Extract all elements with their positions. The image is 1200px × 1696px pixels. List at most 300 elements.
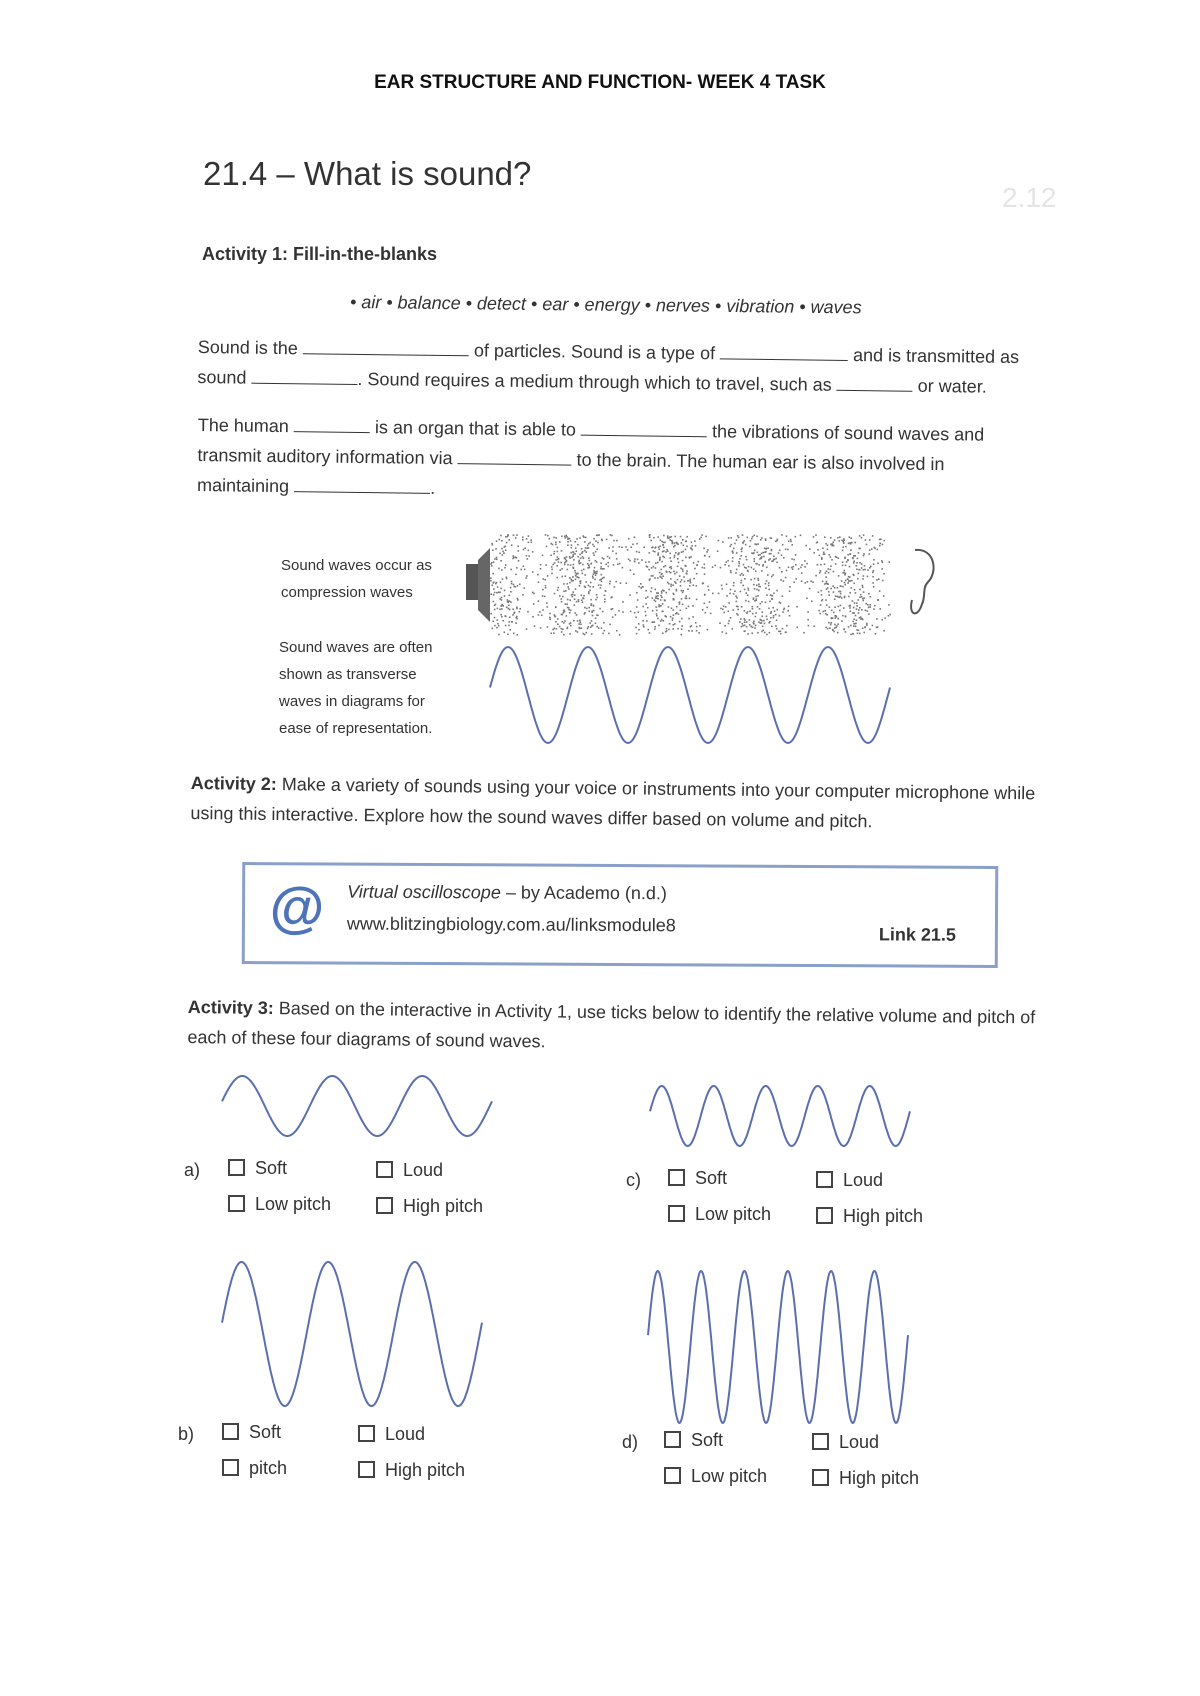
ghost-text: 2.12 bbox=[1002, 182, 1057, 213]
particle-dot bbox=[615, 553, 617, 555]
particle-dot bbox=[655, 567, 657, 569]
particle-dot bbox=[782, 544, 784, 546]
particle-dot bbox=[579, 621, 581, 623]
particle-dot bbox=[758, 554, 760, 556]
particle-dot bbox=[588, 591, 590, 593]
particle-dot bbox=[595, 574, 597, 576]
particle-dot bbox=[864, 569, 866, 571]
particle-dot bbox=[573, 552, 575, 554]
particle-dot bbox=[538, 600, 540, 602]
option-high-pitch-a[interactable] bbox=[376, 1196, 483, 1217]
particle-dot bbox=[588, 557, 590, 559]
particle-dot bbox=[559, 595, 561, 597]
particle-dot bbox=[575, 588, 577, 590]
particle-dot bbox=[671, 607, 673, 609]
particle-dot bbox=[862, 587, 864, 589]
particle-dot bbox=[843, 538, 845, 540]
particle-dot bbox=[801, 564, 803, 566]
checkbox[interactable] bbox=[222, 1459, 239, 1476]
link-number: Link 21.5 bbox=[878, 924, 957, 945]
particle-dot bbox=[702, 583, 704, 585]
particle-dot bbox=[856, 565, 858, 567]
link-url[interactable]: www.blitzingbiology.com.au/linksmodule8 bbox=[346, 913, 676, 936]
checkbox[interactable] bbox=[222, 1423, 239, 1440]
particle-dot bbox=[643, 626, 645, 628]
particle-dot bbox=[505, 616, 507, 618]
particle-dot bbox=[838, 606, 840, 608]
particle-dot bbox=[656, 610, 658, 612]
particle-dot bbox=[707, 549, 709, 551]
checkbox[interactable] bbox=[668, 1205, 685, 1222]
particle-dot bbox=[829, 554, 831, 556]
particle-dot bbox=[568, 609, 570, 611]
particle-dot bbox=[658, 625, 660, 627]
particle-dot bbox=[728, 565, 730, 567]
option-soft-d[interactable] bbox=[664, 1430, 723, 1451]
particle-dot bbox=[507, 634, 509, 636]
particle-dot bbox=[732, 628, 734, 630]
particle-dot bbox=[828, 622, 830, 624]
particle-dot bbox=[820, 564, 822, 566]
particle-dot bbox=[591, 620, 593, 622]
option-low-pitch-c[interactable] bbox=[668, 1204, 771, 1225]
particle-dot bbox=[593, 552, 595, 554]
particle-dot bbox=[844, 574, 846, 576]
particle-dot bbox=[684, 581, 686, 583]
checkbox[interactable] bbox=[358, 1425, 375, 1442]
blank-field[interactable] bbox=[303, 337, 469, 356]
option-soft-a[interactable] bbox=[228, 1158, 287, 1179]
particle-dot bbox=[821, 557, 823, 559]
particle-dot bbox=[679, 601, 681, 603]
particle-dot bbox=[859, 562, 861, 564]
particle-dot bbox=[744, 589, 746, 591]
particle-dot bbox=[740, 591, 742, 593]
particle-dot bbox=[749, 624, 751, 626]
particle-dot bbox=[756, 563, 758, 565]
particle-dot bbox=[501, 616, 503, 618]
particle-dot bbox=[496, 557, 498, 559]
particle-dot bbox=[581, 627, 583, 629]
particle-dot bbox=[657, 592, 659, 594]
particle-dot bbox=[808, 625, 810, 627]
particle-dot bbox=[495, 548, 497, 550]
option-label: Loud bbox=[385, 1424, 426, 1444]
particle-dot bbox=[587, 567, 589, 569]
particle-dot bbox=[866, 624, 868, 626]
particle-dot bbox=[670, 616, 672, 618]
particle-dot bbox=[744, 567, 746, 569]
particle-dot bbox=[801, 580, 803, 582]
particle-dot bbox=[835, 595, 837, 597]
particle-dot bbox=[582, 601, 584, 603]
checkbox[interactable] bbox=[816, 1171, 833, 1188]
particle-dot bbox=[575, 579, 577, 581]
particle-dot bbox=[567, 541, 569, 543]
option-low-pitch-d[interactable] bbox=[664, 1466, 767, 1487]
particle-dot bbox=[577, 631, 579, 633]
particle-dot bbox=[505, 564, 507, 566]
particle-dot bbox=[517, 599, 519, 601]
particle-dot bbox=[702, 609, 704, 611]
particle-dot bbox=[517, 546, 519, 548]
blank-field[interactable] bbox=[294, 415, 370, 433]
particle-dot bbox=[654, 577, 656, 579]
checkbox[interactable] bbox=[228, 1195, 245, 1212]
particle-dot bbox=[749, 619, 751, 621]
particle-dot bbox=[511, 621, 513, 623]
particle-dot bbox=[703, 548, 705, 550]
particle-dot bbox=[663, 547, 665, 549]
particle-dot bbox=[757, 543, 759, 545]
particle-dot bbox=[580, 623, 582, 625]
checkbox[interactable] bbox=[358, 1461, 375, 1478]
particle-dot bbox=[637, 559, 639, 561]
activity2-text bbox=[190, 768, 1071, 839]
particle-dot bbox=[847, 582, 849, 584]
particle-dot bbox=[600, 562, 602, 564]
option-high-pitch-c[interactable] bbox=[816, 1206, 923, 1227]
particle-dot bbox=[770, 537, 772, 539]
particle-dot bbox=[755, 625, 757, 627]
particle-dot bbox=[693, 578, 695, 580]
particle-dot bbox=[578, 601, 580, 603]
checkbox[interactable] bbox=[668, 1169, 685, 1186]
particle-dot bbox=[579, 620, 581, 622]
particle-dot bbox=[611, 535, 613, 537]
particle-dot bbox=[642, 620, 644, 622]
particle-dot bbox=[578, 577, 580, 579]
particle-dot bbox=[648, 629, 650, 631]
particle-dot bbox=[686, 572, 688, 574]
particle-dot bbox=[745, 556, 747, 558]
particle-dot bbox=[675, 536, 677, 538]
particle-dot bbox=[515, 622, 517, 624]
particle-dot bbox=[610, 534, 612, 536]
particle-dot bbox=[744, 625, 746, 627]
p2-s1: The human bbox=[197, 414, 289, 437]
particle-dot bbox=[647, 596, 649, 598]
particle-dot bbox=[542, 589, 544, 591]
option-low-pitch-b[interactable] bbox=[222, 1458, 287, 1479]
particle-dot bbox=[555, 621, 557, 623]
particle-dot bbox=[494, 592, 496, 594]
particle-dot bbox=[745, 544, 747, 546]
particle-dot bbox=[632, 544, 634, 546]
option-high-pitch-d[interactable] bbox=[812, 1468, 919, 1489]
p2-s7: . bbox=[430, 477, 436, 498]
particle-dot bbox=[819, 572, 821, 574]
particle-dot bbox=[649, 535, 651, 537]
p2-s3: the vibrations of sound waves and bbox=[711, 421, 985, 445]
particle-dot bbox=[775, 558, 777, 560]
particle-dot bbox=[888, 615, 890, 617]
particle-dot bbox=[598, 584, 600, 586]
particle-dot bbox=[557, 556, 559, 558]
particle-dot bbox=[833, 591, 835, 593]
particle-dot bbox=[748, 589, 750, 591]
particle-dot bbox=[688, 618, 690, 620]
particle-dot bbox=[735, 595, 737, 597]
particle-dot bbox=[593, 554, 595, 556]
particle-dot bbox=[546, 602, 548, 604]
particle-dot bbox=[665, 551, 667, 553]
particle-dot bbox=[787, 549, 789, 551]
blank-field[interactable] bbox=[581, 419, 707, 438]
particle-dot bbox=[523, 566, 525, 568]
particle-dot bbox=[849, 607, 851, 609]
particle-dot bbox=[866, 544, 868, 546]
particle-dot bbox=[603, 558, 605, 560]
particle-dot bbox=[764, 623, 766, 625]
particle-dot bbox=[736, 606, 738, 608]
checkbox[interactable] bbox=[376, 1197, 393, 1214]
particle-dot bbox=[506, 542, 508, 544]
particle-dot bbox=[837, 632, 839, 634]
particle-dot bbox=[830, 622, 832, 624]
particle-dot bbox=[855, 615, 857, 617]
particle-dot bbox=[775, 625, 777, 627]
particle-dot bbox=[565, 603, 567, 605]
particle-dot bbox=[581, 570, 583, 572]
particle-dot bbox=[796, 606, 798, 608]
particle-dot bbox=[790, 539, 792, 541]
particle-dot bbox=[783, 557, 785, 559]
particle-dot bbox=[770, 611, 772, 613]
checkbox[interactable] bbox=[376, 1161, 393, 1178]
blank-field[interactable] bbox=[294, 475, 430, 494]
particle-dot bbox=[756, 536, 758, 538]
particle-dot bbox=[506, 607, 508, 609]
particle-dot bbox=[843, 570, 845, 572]
particle-dot bbox=[664, 599, 666, 601]
particle-dot bbox=[773, 617, 775, 619]
checkbox[interactable] bbox=[228, 1159, 245, 1176]
option-soft-c[interactable] bbox=[668, 1168, 727, 1189]
checkbox[interactable] bbox=[816, 1207, 833, 1224]
particle-dot bbox=[850, 625, 852, 627]
particle-dot bbox=[844, 596, 846, 598]
particle-dot bbox=[729, 546, 731, 548]
p1-s5: . Sound requires a medium through which to travel, such as bbox=[357, 368, 832, 395]
particle-dot bbox=[683, 545, 685, 547]
particle-dot bbox=[660, 576, 662, 578]
particle-dot bbox=[592, 577, 594, 579]
speaker-icon bbox=[466, 564, 478, 600]
particle-dot bbox=[682, 560, 684, 562]
particle-dot bbox=[854, 602, 856, 604]
particle-dot bbox=[785, 577, 787, 579]
checkbox[interactable] bbox=[812, 1433, 829, 1450]
particle-dot bbox=[809, 548, 811, 550]
particle-dot bbox=[862, 619, 864, 621]
particle-dot bbox=[575, 630, 577, 632]
particle-dot bbox=[501, 597, 503, 599]
particle-dot bbox=[873, 608, 875, 610]
particle-dot bbox=[638, 562, 640, 564]
particle-dot bbox=[681, 590, 683, 592]
particle-dot bbox=[831, 610, 833, 612]
particle-dot bbox=[654, 621, 656, 623]
particle-dot bbox=[747, 570, 749, 572]
particle-dot bbox=[706, 607, 708, 609]
particle-dot bbox=[497, 608, 499, 610]
particle-dot bbox=[545, 534, 547, 536]
particle-dot bbox=[727, 560, 729, 562]
particle-dot bbox=[682, 569, 684, 571]
particle-dot bbox=[877, 626, 879, 628]
option-low-pitch-a[interactable] bbox=[228, 1194, 331, 1215]
particle-dot bbox=[696, 573, 698, 575]
particle-dot bbox=[636, 606, 638, 608]
blank-field[interactable] bbox=[251, 367, 357, 385]
option-label: pitch bbox=[249, 1458, 288, 1478]
particle-dot bbox=[572, 580, 574, 582]
ear-icon bbox=[911, 550, 933, 613]
particle-dot bbox=[856, 562, 858, 564]
particle-dot bbox=[671, 540, 673, 542]
particle-dot bbox=[657, 562, 659, 564]
particle-dot bbox=[855, 626, 857, 628]
checkbox[interactable] bbox=[812, 1469, 829, 1486]
particle-dot bbox=[674, 555, 676, 557]
particle-dot bbox=[834, 617, 836, 619]
particle-dot bbox=[498, 568, 500, 570]
particle-dot bbox=[762, 626, 764, 628]
particle-dot bbox=[556, 577, 558, 579]
particle-dot bbox=[867, 604, 869, 606]
particle-dot bbox=[744, 610, 746, 612]
option-loud-c[interactable] bbox=[816, 1170, 883, 1191]
particle-dot bbox=[547, 606, 549, 608]
particle-dot bbox=[854, 589, 856, 591]
particle-dot bbox=[674, 623, 676, 625]
link-title bbox=[347, 882, 667, 905]
particle-dot bbox=[795, 536, 797, 538]
particle-dot bbox=[779, 567, 781, 569]
particle-dot bbox=[613, 540, 615, 542]
particle-dot bbox=[581, 595, 583, 597]
particle-dot bbox=[554, 562, 556, 564]
particle-dot bbox=[492, 573, 494, 575]
p2-s4: transmit auditory information via bbox=[197, 444, 453, 469]
particle-dot bbox=[555, 616, 557, 618]
particle-dot bbox=[655, 562, 657, 564]
particle-dot bbox=[700, 537, 702, 539]
particle-dot bbox=[547, 626, 549, 628]
particle-dot bbox=[634, 536, 636, 538]
link-box[interactable] bbox=[242, 862, 999, 968]
option-high-pitch-b[interactable] bbox=[358, 1460, 465, 1481]
option-soft-b[interactable] bbox=[222, 1422, 281, 1443]
particle-dot bbox=[845, 580, 847, 582]
wave-diagram-c bbox=[650, 1076, 910, 1156]
particle-dot bbox=[828, 572, 830, 574]
particle-dot bbox=[560, 569, 562, 571]
particle-dot bbox=[858, 599, 860, 601]
particle-dot bbox=[766, 634, 768, 636]
particle-dot bbox=[757, 578, 759, 580]
particle-dot bbox=[793, 559, 795, 561]
particle-dot bbox=[860, 618, 862, 620]
option-loud-a[interactable] bbox=[376, 1160, 443, 1181]
particle-dot bbox=[678, 562, 680, 564]
particle-dot bbox=[846, 561, 848, 563]
particle-dot bbox=[783, 580, 785, 582]
particle-dot bbox=[686, 570, 688, 572]
particle-dot bbox=[745, 600, 747, 602]
particle-dot bbox=[889, 614, 891, 616]
particle-dot bbox=[842, 565, 844, 567]
particle-dot bbox=[602, 611, 604, 613]
particle-dot bbox=[883, 630, 885, 632]
particle-dot bbox=[825, 543, 827, 545]
particle-dot bbox=[856, 619, 858, 621]
particle-dot bbox=[780, 633, 782, 635]
particle-dot bbox=[855, 623, 857, 625]
particle-dot bbox=[588, 607, 590, 609]
option-loud-b[interactable] bbox=[358, 1424, 425, 1445]
particle-dot bbox=[521, 569, 523, 571]
particle-dot bbox=[557, 589, 559, 591]
particle-dot bbox=[841, 540, 843, 542]
particle-dot bbox=[576, 601, 578, 603]
particle-dot bbox=[513, 557, 515, 559]
particle-dot bbox=[629, 560, 631, 562]
particle-dot bbox=[528, 550, 530, 552]
particle-dot bbox=[859, 596, 861, 598]
wave-diagram-b bbox=[222, 1254, 482, 1414]
particle-dot bbox=[734, 590, 736, 592]
particle-dot bbox=[492, 628, 494, 630]
particle-dot bbox=[653, 566, 655, 568]
particle-dot bbox=[691, 549, 693, 551]
particle-dot bbox=[657, 618, 659, 620]
particle-dot bbox=[785, 549, 787, 551]
checkbox[interactable] bbox=[664, 1467, 681, 1484]
particle-dot bbox=[606, 539, 608, 541]
particle-dot bbox=[663, 575, 665, 577]
particle-dot bbox=[562, 614, 564, 616]
particle-dot bbox=[722, 609, 724, 611]
particle-dot bbox=[765, 583, 767, 585]
particle-dot bbox=[547, 535, 549, 537]
particle-dot bbox=[723, 612, 725, 614]
particle-dot bbox=[712, 593, 714, 595]
particle-dot bbox=[883, 595, 885, 597]
particle-dot bbox=[840, 585, 842, 587]
particle-dot bbox=[652, 597, 654, 599]
wave-line bbox=[222, 1262, 482, 1406]
particle-dot bbox=[870, 596, 872, 598]
particle-dot bbox=[569, 582, 571, 584]
particle-dot bbox=[833, 541, 835, 543]
blank-field[interactable] bbox=[720, 342, 848, 361]
particle-dot bbox=[840, 591, 842, 593]
option-loud-d[interactable] bbox=[812, 1432, 879, 1453]
particle-dot bbox=[704, 603, 706, 605]
blank-field[interactable] bbox=[457, 447, 571, 465]
particle-dot bbox=[844, 572, 846, 574]
particle-dot bbox=[689, 557, 691, 559]
particle-dot bbox=[667, 582, 669, 584]
blank-field[interactable] bbox=[837, 374, 913, 392]
particle-dot bbox=[742, 585, 744, 587]
particle-dot bbox=[604, 595, 606, 597]
checkbox[interactable] bbox=[664, 1431, 681, 1448]
particle-dot bbox=[712, 566, 714, 568]
particle-dot bbox=[660, 540, 662, 542]
